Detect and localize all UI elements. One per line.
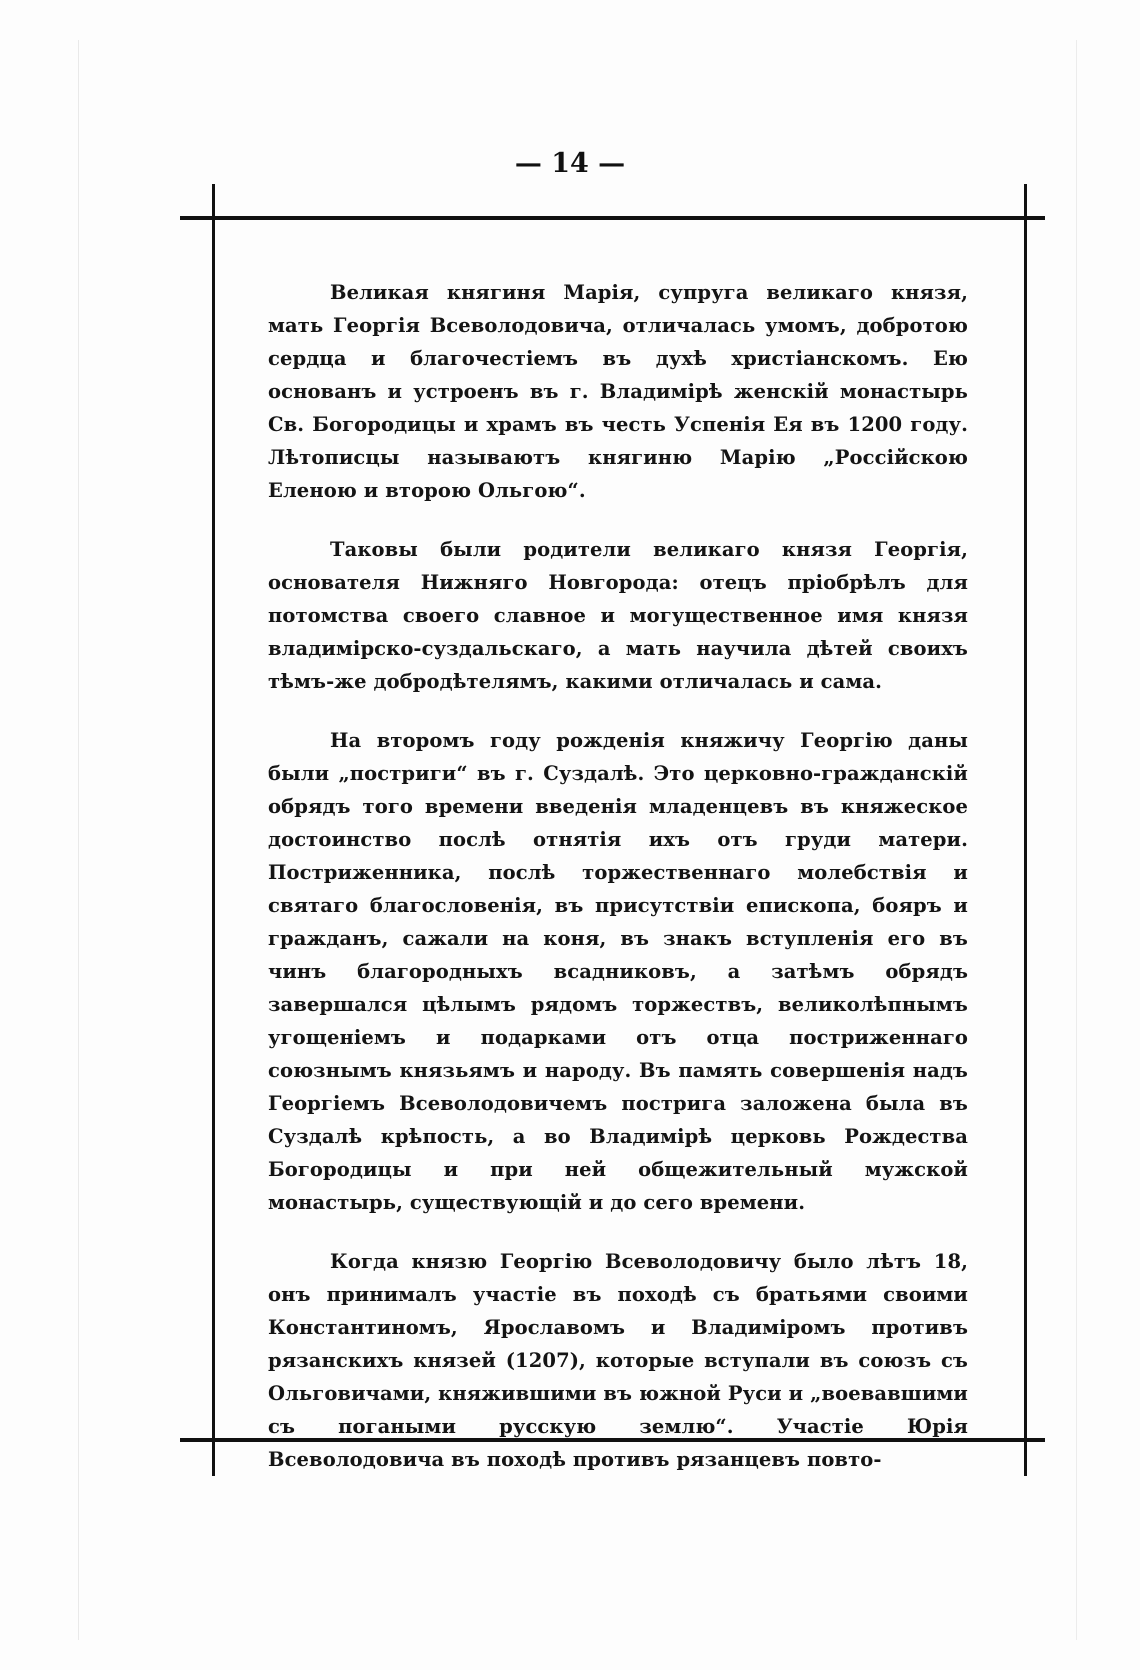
paragraph-2: Таковы были родители великаго князя Георгія, основателя Нижняго Новгорода: отецъ пріобрѣлъ для потомства своего славное и могущественное имя князя владимірско-суздальскаго, а мать научила дѣтей своихъ тѣмъ-же добродѣтелямъ, какими отличалась и сама.	[268, 538, 968, 693]
left-border-line	[212, 184, 215, 1476]
paragraph-3: На второмъ году рожденія княжичу Георгію даны были „постриги“ въ г. Суздалѣ. Это церковно-гражданскій обрядъ того времени введенія младенцевъ въ княжеское достоинство послѣ отнятія ихъ отъ груди матери. Постриженника, послѣ торжественнаго молебствія и святаго благословенія, въ присутствіи епископа, бояръ и гражданъ, сажали на коня, въ знакъ вступленія его въ чинъ благородныхъ всадниковъ, а затѣмъ обрядъ завершался цѣлымъ рядомъ торжествъ, великолѣпнымъ угощеніемъ и подарками отъ отца постриженнаго союзнымъ князьямъ и народу. Въ память совершенія надъ Георгіемъ Всеволодовичемъ пострига заложена была въ Суздалѣ крѣпость, а во Владимірѣ церковь Рождества Богородицы и при ней общежительный мужской монастырь, существующій и до сего времени.	[268, 729, 968, 1214]
paragraph-1: Великая княгиня Марія, супруга великаго князя, мать Георгія Всеволодовича, отличалась умомъ, добротою сердца и благочестіемъ въ духѣ христіанскомъ. Ею основанъ и устроенъ въ г. Владимірѣ женскій монастырь Св. Богородицы и храмъ въ честь Успенія Ея въ 1200 году. Лѣтописцы называютъ княгиню Марію „Россійскою Еленою и второю Ольгою“.	[268, 281, 968, 502]
top-border-line	[180, 216, 1045, 220]
page-number: — 14 —	[514, 148, 626, 179]
right-border-line	[1024, 184, 1027, 1476]
text-body	[268, 276, 968, 1476]
paragraph-4: Когда князю Георгію Всеволодовичу было лѣтъ 18, онъ принималъ участіе въ походѣ съ братьями своими Константиномъ, Ярославомъ и Владиміромъ противъ рязанскихъ князей (1207), которые вступали въ союзъ съ Ольговичами, княжившими въ южной Руси и „воевавшими съ погаными русскую землю“. Участіе Юрія Всеволодовича въ походѣ противъ рязанцевъ повто-	[268, 1250, 968, 1471]
scan-edge-left	[78, 40, 79, 1640]
scan-edge-right	[1076, 40, 1077, 1640]
